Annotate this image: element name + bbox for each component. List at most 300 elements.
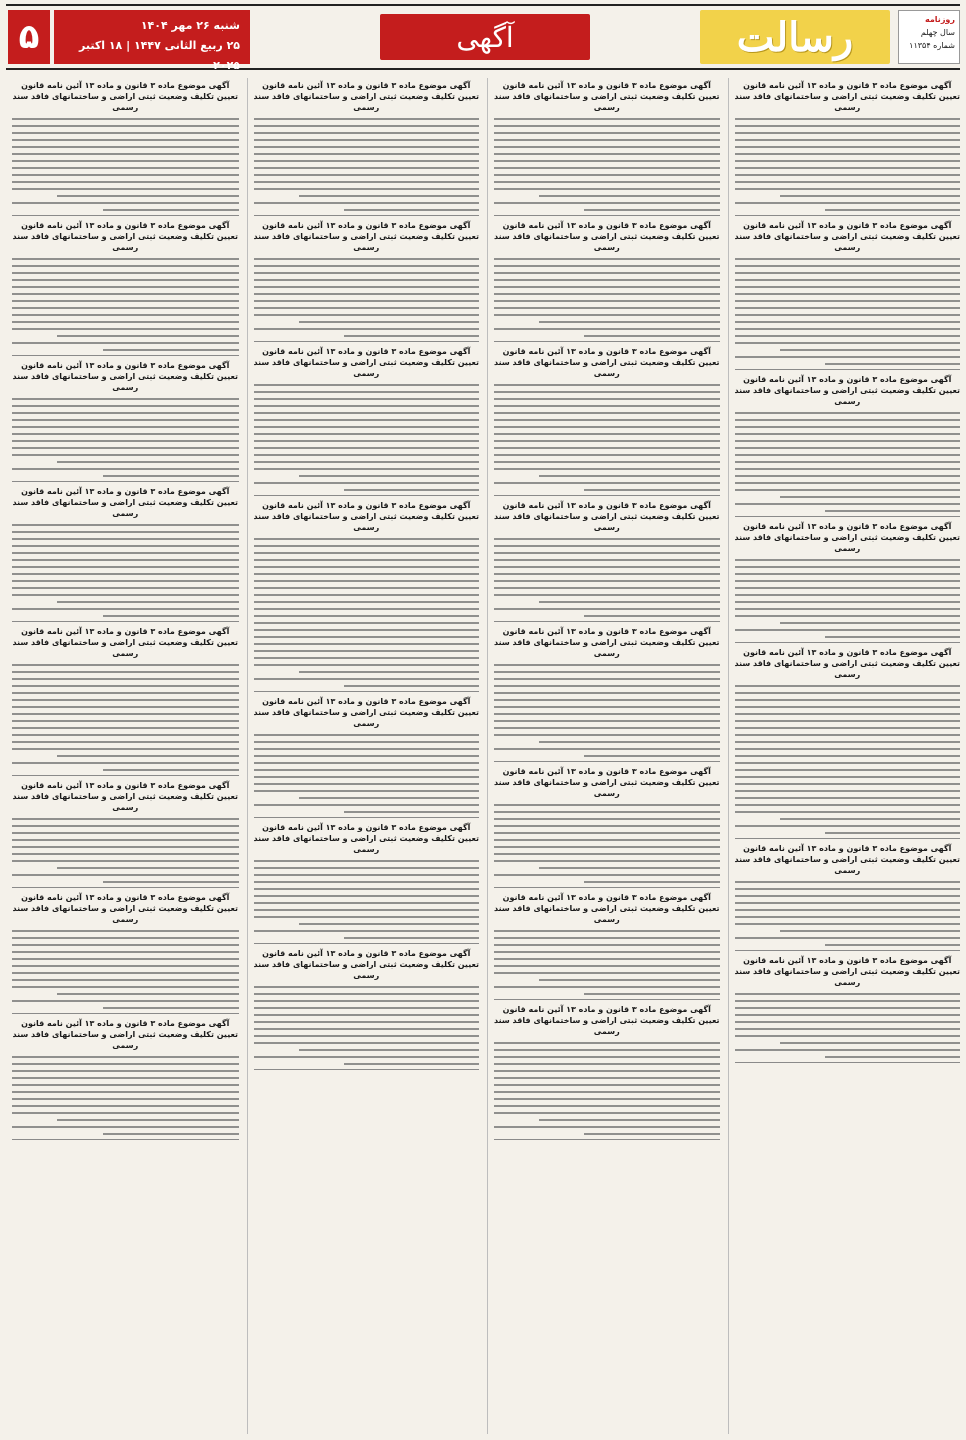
- text-line: [735, 748, 961, 750]
- text-line: [254, 636, 480, 638]
- text-line: [735, 685, 961, 687]
- text-line: [494, 545, 720, 547]
- text-line: [254, 538, 480, 540]
- text-line: [735, 503, 961, 505]
- text-line: [494, 832, 720, 834]
- text-line: [494, 188, 720, 190]
- text-line: [254, 272, 480, 274]
- text-line: [103, 881, 239, 883]
- text-line: [735, 433, 961, 435]
- text-line: [735, 601, 961, 603]
- text-line: [254, 594, 480, 596]
- text-line: [254, 419, 480, 421]
- text-line: [12, 1112, 239, 1114]
- notice-body: [12, 258, 239, 351]
- text-line: [735, 713, 961, 715]
- text-line: [735, 776, 961, 778]
- text-line: [735, 629, 961, 631]
- text-line: [299, 671, 479, 673]
- text-line: [494, 1042, 720, 1044]
- text-line: [494, 272, 720, 274]
- ad-columns: [6, 78, 960, 1434]
- notice-heading: آگهی موضوع ماده ۳ قانون و ماده ۱۳ آئین نامه قانون تعیین تکلیف وضعیت ثبتی اراضی و ساختمانهای فاقد سند رسمی: [494, 893, 720, 924]
- notice-body: [735, 258, 961, 365]
- text-line: [12, 160, 239, 162]
- column-3: [247, 78, 480, 1434]
- notice-heading: آگهی موضوع ماده ۳ قانون و ماده ۱۳ آئین نامه قانون تعیین تکلیف وضعیت ثبتی اراضی و ساختمانهای فاقد سند رسمی: [734, 522, 960, 553]
- text-line: [254, 454, 480, 456]
- text-line: [780, 349, 960, 351]
- text-line: [735, 580, 961, 582]
- text-line: [494, 818, 720, 820]
- text-line: [735, 412, 961, 414]
- date-block: [54, 10, 250, 72]
- notice-heading: آگهی موضوع ماده ۳ قانون و ماده ۱۳ آئین نامه قانون تعیین تکلیف وضعیت ثبتی اراضی و ساختمانهای فاقد سند رسمی: [12, 221, 238, 252]
- text-line: [254, 433, 480, 435]
- text-line: [12, 678, 239, 680]
- text-line: [494, 307, 720, 309]
- text-line: [254, 265, 480, 267]
- text-line: [254, 888, 480, 890]
- text-line: [735, 440, 961, 442]
- text-line: [494, 391, 720, 393]
- text-line: [735, 937, 961, 939]
- notice-body: [494, 930, 720, 995]
- text-line: [254, 293, 480, 295]
- text-line: [103, 1133, 239, 1135]
- text-line: [494, 1063, 720, 1065]
- text-line: [494, 748, 720, 750]
- text-line: [539, 195, 719, 197]
- text-line: [494, 167, 720, 169]
- text-line: [494, 1098, 720, 1100]
- text-line: [735, 587, 961, 589]
- text-line: [254, 426, 480, 428]
- notice-body: [735, 118, 961, 211]
- text-line: [735, 993, 961, 995]
- text-line: [254, 1007, 480, 1009]
- text-line: [254, 440, 480, 442]
- notice-heading: آگهی موضوع ماده ۳ قانون و ماده ۱۳ آئین نامه قانون تعیین تکلیف وضعیت ثبتی اراضی و ساختمانهای فاقد سند رسمی: [734, 81, 960, 112]
- notice-body: [494, 118, 720, 211]
- legal-notice: [735, 374, 961, 517]
- notice-body: [254, 734, 480, 813]
- text-line: [735, 881, 961, 883]
- legal-notice: [12, 360, 239, 482]
- text-line: [344, 685, 479, 687]
- text-line: [494, 398, 720, 400]
- text-line: [57, 195, 238, 197]
- text-line: [299, 321, 479, 323]
- text-line: [12, 860, 239, 862]
- text-line: [735, 615, 961, 617]
- legal-notice: [12, 1018, 239, 1140]
- text-line: [254, 909, 480, 911]
- legal-notice: [12, 486, 239, 622]
- text-line: [494, 146, 720, 148]
- text-line: [12, 1084, 239, 1086]
- text-line: [12, 699, 239, 701]
- text-line: [735, 706, 961, 708]
- text-line: [299, 1049, 479, 1051]
- notice-heading: آگهی موضوع ماده ۳ قانون و ماده ۱۳ آئین نامه قانون تعیین تکلیف وضعیت ثبتی اراضی و ساختمانهای فاقد سند رسمی: [494, 221, 720, 252]
- notice-body: [494, 804, 720, 883]
- text-line: [735, 566, 961, 568]
- notice-heading: آگهی موضوع ماده ۳ قانون و ماده ۱۳ آئین نامه قانون تعیین تکلیف وضعیت ثبتی اراضی و ساختمانهای فاقد سند رسمی: [253, 501, 479, 532]
- notice-heading: آگهی موضوع ماده ۳ قانون و ماده ۱۳ آئین نامه قانون تعیین تکلیف وضعیت ثبتی اراضی و ساختمانهای فاقد سند رسمی: [253, 823, 479, 854]
- text-line: [735, 1014, 961, 1016]
- text-line: [254, 860, 480, 862]
- text-line: [494, 930, 720, 932]
- legal-notice: [12, 80, 239, 216]
- legal-notice: [735, 220, 961, 370]
- text-line: [12, 447, 239, 449]
- text-line: [12, 671, 239, 673]
- text-line: [494, 846, 720, 848]
- text-line: [254, 664, 480, 666]
- text-line: [254, 153, 480, 155]
- text-line: [254, 125, 480, 127]
- text-line: [494, 608, 720, 610]
- text-line: [735, 804, 961, 806]
- text-line: [12, 832, 239, 834]
- text-line: [735, 797, 961, 799]
- text-line: [12, 664, 239, 666]
- text-line: [494, 293, 720, 295]
- notice-heading: آگهی موضوع ماده ۳ قانون و ماده ۱۳ آئین نامه قانون تعیین تکلیف وضعیت ثبتی اراضی و ساختمانهای فاقد سند رسمی: [494, 347, 720, 378]
- text-line: [494, 958, 720, 960]
- text-line: [12, 286, 239, 288]
- text-line: [494, 461, 720, 463]
- text-line: [12, 853, 239, 855]
- text-line: [494, 804, 720, 806]
- text-line: [254, 755, 480, 757]
- text-line: [735, 811, 961, 813]
- text-line: [825, 510, 960, 512]
- brand-year: سال چهلم: [920, 28, 955, 37]
- text-line: [539, 475, 719, 477]
- text-line: [254, 258, 480, 260]
- notice-heading: آگهی موضوع ماده ۳ قانون و ماده ۱۳ آئین نامه قانون تعیین تکلیف وضعیت ثبتی اراضی و ساختمانهای فاقد سند رسمی: [734, 956, 960, 987]
- text-line: [12, 818, 239, 820]
- text-line: [254, 580, 480, 582]
- text-line: [12, 1091, 239, 1093]
- text-line: [494, 125, 720, 127]
- text-line: [494, 552, 720, 554]
- text-line: [494, 258, 720, 260]
- text-line: [735, 314, 961, 316]
- text-line: [12, 559, 239, 561]
- text-line: [12, 594, 239, 596]
- text-line: [735, 755, 961, 757]
- legal-notice: [494, 1004, 720, 1140]
- text-line: [494, 1049, 720, 1051]
- text-line: [735, 132, 961, 134]
- text-line: [12, 762, 239, 764]
- text-line: [57, 1119, 238, 1121]
- notice-heading: آگهی موضوع ماده ۳ قانون و ماده ۱۳ آئین نامه قانون تعیین تکلیف وضعیت ثبتی اراضی و ساختمانهای فاقد سند رسمی: [12, 487, 238, 518]
- text-line: [254, 895, 480, 897]
- text-line: [344, 209, 479, 211]
- text-line: [494, 314, 720, 316]
- notice-body: [735, 881, 961, 946]
- text-line: [12, 426, 239, 428]
- text-line: [825, 1056, 960, 1058]
- text-line: [494, 538, 720, 540]
- text-line: [254, 930, 480, 932]
- text-line: [254, 412, 480, 414]
- text-line: [494, 664, 720, 666]
- notice-body: [12, 398, 239, 477]
- text-line: [494, 944, 720, 946]
- text-line: [103, 615, 239, 617]
- legal-notice: [735, 955, 961, 1063]
- text-line: [494, 181, 720, 183]
- text-line: [254, 300, 480, 302]
- text-line: [103, 769, 239, 771]
- text-line: [584, 755, 719, 757]
- text-line: [12, 419, 239, 421]
- text-line: [539, 321, 719, 323]
- text-line: [494, 559, 720, 561]
- text-line: [494, 265, 720, 267]
- text-line: [735, 762, 961, 764]
- text-line: [735, 608, 961, 610]
- text-line: [494, 174, 720, 176]
- text-line: [539, 1119, 719, 1121]
- column-1: [728, 78, 961, 1434]
- text-line: [735, 468, 961, 470]
- text-line: [494, 566, 720, 568]
- notice-heading: آگهی موضوع ماده ۳ قانون و ماده ۱۳ آئین نامه قانون تعیین تکلیف وضعیت ثبتی اراضی و ساختمانهای فاقد سند رسمی: [494, 627, 720, 658]
- text-line: [12, 1063, 239, 1065]
- legal-notice: [12, 892, 239, 1014]
- text-line: [494, 1112, 720, 1114]
- text-line: [12, 748, 239, 750]
- notice-heading: آگهی موضوع ماده ۳ قانون و ماده ۱۳ آئین نامه قانون تعیین تکلیف وضعیت ثبتی اراضی و ساختمانهای فاقد سند رسمی: [734, 648, 960, 679]
- text-line: [494, 426, 720, 428]
- text-line: [735, 419, 961, 421]
- text-line: [12, 258, 239, 260]
- notice-heading: آگهی موضوع ماده ۳ قانون و ماده ۱۳ آئین نامه قانون تعیین تکلیف وضعیت ثبتی اراضی و ساختمانهای فاقد سند رسمی: [253, 697, 479, 728]
- text-line: [103, 1007, 239, 1009]
- text-line: [103, 209, 239, 211]
- text-line: [254, 783, 480, 785]
- text-line: [735, 573, 961, 575]
- notice-body: [12, 1056, 239, 1135]
- text-line: [735, 153, 961, 155]
- text-line: [12, 454, 239, 456]
- text-line: [12, 307, 239, 309]
- text-line: [57, 461, 238, 463]
- notice-heading: آگهی موضوع ماده ۳ قانون و ماده ۱۳ آئین نامه قانون تعیین تکلیف وضعیت ثبتی اراضی و ساختمانهای فاقد سند رسمی: [494, 81, 720, 112]
- text-line: [12, 300, 239, 302]
- text-line: [254, 447, 480, 449]
- text-line: [735, 328, 961, 330]
- text-line: [494, 692, 720, 694]
- text-line: [12, 440, 239, 442]
- text-line: [344, 937, 479, 939]
- text-line: [494, 279, 720, 281]
- text-line: [254, 650, 480, 652]
- text-line: [12, 545, 239, 547]
- text-line: [494, 454, 720, 456]
- text-line: [57, 867, 238, 869]
- text-line: [254, 307, 480, 309]
- text-line: [494, 1070, 720, 1072]
- text-line: [735, 321, 961, 323]
- text-line: [735, 895, 961, 897]
- legal-notice: [254, 220, 480, 342]
- text-line: [494, 706, 720, 708]
- notice-body: [494, 538, 720, 617]
- text-line: [735, 272, 961, 274]
- text-line: [12, 958, 239, 960]
- legal-notice: [735, 521, 961, 643]
- text-line: [735, 167, 961, 169]
- text-line: [735, 447, 961, 449]
- text-line: [254, 391, 480, 393]
- legal-notice: [735, 80, 961, 216]
- text-line: [735, 293, 961, 295]
- text-line: [735, 202, 961, 204]
- text-line: [735, 727, 961, 729]
- text-line: [254, 587, 480, 589]
- notice-heading: آگهی موضوع ماده ۳ قانون و ماده ۱۳ آئین نامه قانون تعیین تکلیف وضعیت ثبتی اراضی و ساختمانهای فاقد سند رسمی: [253, 347, 479, 378]
- text-line: [735, 258, 961, 260]
- text-line: [12, 846, 239, 848]
- text-line: [254, 552, 480, 554]
- text-line: [12, 937, 239, 939]
- text-line: [254, 398, 480, 400]
- text-line: [12, 531, 239, 533]
- text-line: [12, 146, 239, 148]
- notice-body: [12, 664, 239, 771]
- text-line: [254, 559, 480, 561]
- notice-heading: آگهی موضوع ماده ۳ قانون و ماده ۱۳ آئین نامه قانون تعیین تکلیف وضعیت ثبتی اراضی و ساختمانهای فاقد سند رسمی: [12, 781, 238, 812]
- text-line: [12, 713, 239, 715]
- text-line: [254, 202, 480, 204]
- text-line: [735, 265, 961, 267]
- notice-body: [494, 258, 720, 337]
- text-line: [584, 993, 719, 995]
- text-line: [254, 482, 480, 484]
- text-line: [735, 118, 961, 120]
- text-line: [780, 195, 960, 197]
- text-line: [344, 489, 479, 491]
- text-line: [735, 783, 961, 785]
- text-line: [780, 930, 960, 932]
- text-line: [494, 972, 720, 974]
- text-line: [254, 286, 480, 288]
- text-line: [12, 874, 239, 876]
- text-line: [494, 580, 720, 582]
- text-line: [12, 174, 239, 176]
- text-line: [494, 405, 720, 407]
- text-line: [254, 1028, 480, 1030]
- text-line: [12, 734, 239, 736]
- column-4: [6, 78, 239, 1434]
- legal-notice: [254, 346, 480, 496]
- notice-heading: آگهی موضوع ماده ۳ قانون و ماده ۱۳ آئین نامه قانون تعیین تکلیف وضعیت ثبتی اراضی و ساختمانهای فاقد سند رسمی: [253, 81, 479, 112]
- text-line: [494, 139, 720, 141]
- text-line: [494, 951, 720, 953]
- text-line: [735, 594, 961, 596]
- text-line: [254, 1056, 480, 1058]
- notice-body: [494, 384, 720, 491]
- text-line: [735, 1007, 961, 1009]
- text-line: [12, 720, 239, 722]
- text-line: [254, 174, 480, 176]
- text-line: [254, 804, 480, 806]
- text-line: [254, 405, 480, 407]
- text-line: [494, 433, 720, 435]
- text-line: [735, 461, 961, 463]
- notice-body: [12, 930, 239, 1009]
- text-line: [780, 496, 960, 498]
- legal-notice: [494, 346, 720, 496]
- brand-label: روزنامه: [925, 15, 955, 24]
- text-line: [12, 965, 239, 967]
- text-line: [494, 468, 720, 470]
- text-line: [254, 678, 480, 680]
- text-line: [735, 1021, 961, 1023]
- text-line: [494, 727, 720, 729]
- text-line: [254, 657, 480, 659]
- text-line: [735, 1049, 961, 1051]
- text-line: [12, 1105, 239, 1107]
- text-line: [254, 160, 480, 162]
- legal-notice: [12, 220, 239, 356]
- text-line: [254, 132, 480, 134]
- text-line: [254, 762, 480, 764]
- text-line: [12, 1077, 239, 1079]
- text-line: [494, 1084, 720, 1086]
- text-line: [12, 839, 239, 841]
- text-line: [254, 881, 480, 883]
- legal-notice: [254, 500, 480, 692]
- text-line: [735, 916, 961, 918]
- text-line: [254, 545, 480, 547]
- notice-heading: آگهی موضوع ماده ۳ قانون و ماده ۱۳ آئین نامه قانون تعیین تکلیف وضعیت ثبتی اراضی و ساختمانهای فاقد سند رسمی: [253, 949, 479, 980]
- text-line: [12, 279, 239, 281]
- legal-notice: [494, 766, 720, 888]
- text-line: [12, 538, 239, 540]
- text-line: [12, 1126, 239, 1128]
- text-line: [254, 601, 480, 603]
- text-line: [735, 923, 961, 925]
- notice-body: [494, 1042, 720, 1135]
- column-2: [487, 78, 720, 1434]
- text-line: [254, 181, 480, 183]
- text-line: [12, 1000, 239, 1002]
- text-line: [494, 1077, 720, 1079]
- legal-notice: [494, 80, 720, 216]
- text-line: [584, 615, 719, 617]
- text-line: [254, 748, 480, 750]
- text-line: [299, 923, 479, 925]
- text-line: [12, 314, 239, 316]
- text-line: [12, 202, 239, 204]
- text-line: [494, 874, 720, 876]
- text-line: [12, 433, 239, 435]
- text-line: [12, 405, 239, 407]
- text-line: [494, 384, 720, 386]
- text-line: [254, 573, 480, 575]
- text-line: [735, 454, 961, 456]
- text-line: [494, 699, 720, 701]
- text-line: [254, 1035, 480, 1037]
